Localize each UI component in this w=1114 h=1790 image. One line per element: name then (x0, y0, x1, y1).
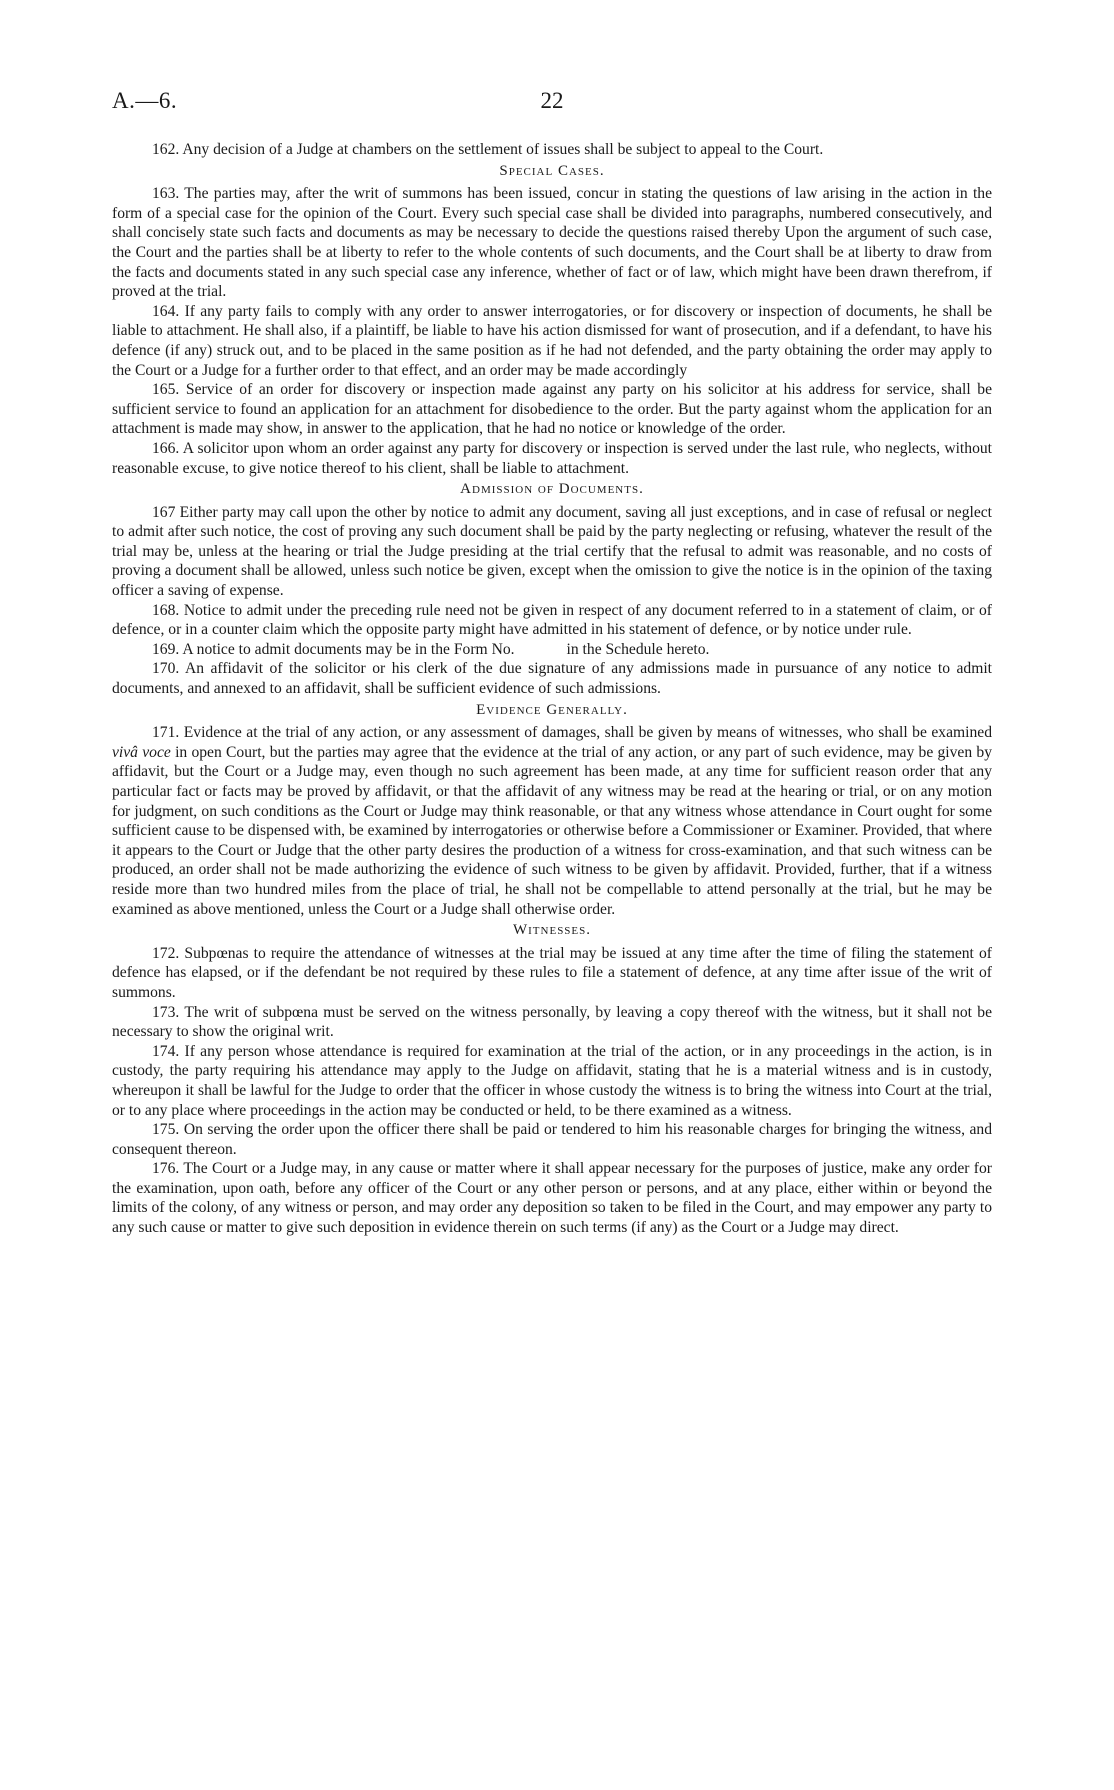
rule-171 (112, 723, 992, 919)
rule-174 (112, 1042, 992, 1120)
rule-162 (112, 140, 992, 160)
rule-text: Either party may call upon the other by notice to admit any document, saving all just exceptions, and in case of refusal or neglect to admit after such notice, the cost of proving any such document shall be paid by the party neglecting or refusing, whatever the result of the trial may be, unless at the hearing or trial the Judge presiding at the trial certify that the refusal to admit was reasonable, and no costs of proving a document shall be allowed, unless such notice be given, except when the omission to give the notice is in the opinion of the taxing officer a saving of expense. (112, 503, 993, 600)
rule-text: The parties may, after the writ of summons has been issued, concur in stating the questions of law arising in the action in the form of a special case for the opinion of the Court. Every such special case shall be divided into paragraphs, numbered consecutively, and shall concisely state such facts and documents as may be necessary to decide the questions raised thereby Upon the argument of such case, the Court and the parties shall be at liberty to refer to the whole contents of such documents, and the Court shall be at liberty to draw from the facts and documents stated in any such special case any inference, whether of fact or of law, which might have been drawn therefrom, if proved at the trial. (112, 185, 992, 301)
rule-number: 164. (152, 302, 180, 320)
document-body (112, 140, 992, 1238)
rule-number: 175. (152, 1121, 180, 1139)
page-header (112, 88, 992, 122)
rule-text-continued: in open Court, but the parties may agree that the evidence at the trial of any action, or any part of such evidence, may be given by affidavit, but the Court or a Judge may, even though no such agreement has been made, at any time for sufficient reason order that any particular fact or facts may be proved by affidavit, or that the affidavit of any witness may be read at the hearing or trial, or on any motion for judgment, on such conditions as the Court or Judge may think reasonable, or that any witness whose attendance in Court ought for some sufficient cause to be dispensed with, be examined by interrogatories or otherwise before a Commissioner or Examiner. Provided, that where it appears to the Court or Judge that the other party desires the production of a witness for cross-examination, and that such witness can be produced, an order shall not be made authorizing the evidence of such witness to be given by affidavit. Provided, further, that if a witness reside more than two hundred miles from the place of trial, he shall not be compellable to attend personally at the trial, but he may be examined as above mentioned, unless the Court or a Judge shall otherwise order. (112, 743, 992, 918)
rule-165 (112, 380, 992, 439)
rule-text: Any decision of a Judge at chambers on the settlement of issues shall be subject to appeal to the Court. (182, 141, 824, 158)
rule-number: 168. (152, 601, 180, 619)
latin-phrase: vivâ voce (112, 743, 171, 761)
section-heading-special-cases: Special Cases. (499, 162, 605, 179)
rule-text: An affidavit of the solicitor or his clerk of the due signature of any admissions made in pursuance of any notice to admit documents, and annexed to an affidavit, shall be sufficient evidence of such admissions. (112, 660, 993, 698)
rule-text: On serving the order upon the officer there shall be paid or tendered to him his reasonable charges for bringing the witness, and consequent thereon. (112, 1121, 992, 1158)
rule-163 (112, 184, 992, 302)
rule-164 (112, 302, 992, 380)
rule-number: 167 (152, 503, 176, 521)
rule-text-continued: in the Schedule hereto. (566, 640, 710, 658)
rule-text: If any party fails to comply with any order to answer interrogatories, or for discovery or inspection of documents, he shall be liable to attachment. He shall also, if a plaintiff, be liable to have his action dismissed for want of prosecution, and if a defendant, to have his defence (if any) struck out, and to be placed in the same position as if he had not defended, and the party obtaining the order may apply to the Court or a Judge for a further order to that effect, and an order may be made accordingly (112, 302, 992, 379)
rule-number: 170. (152, 660, 180, 678)
rule-text: If any person whose attendance is required for examination at the trial of the action, or in any proceedings in the action, is in custody, the party requiring his attendance may apply to the Judge on affidavit, stating that he is a material witness and is in custody, whereupon it shall be lawful for the Judge to order that the officer in whose custody the witness is to bring the witness into Court at the trial, or to any place where proceedings in the action may be conducted or held, to be there examined as a witness. (112, 1042, 992, 1119)
rule-text: A solicitor upon whom an order against any party for discovery or inspection is served under the last rule, who neglects, without reasonable excuse, to give notice thereof to his client, shall be liable to attachment. (112, 439, 992, 477)
rule-text: A notice to admit documents may be in the Form No. (182, 640, 515, 658)
rule-number: 173. (152, 1003, 180, 1021)
rule-number: 169. (152, 640, 180, 658)
rule-text: Subpœnas to require the attendance of witnesses at the trial may be issued at any time after the time of filing the statement of defence has elapsed, or if the defendant be not required by these rules to file a statement of defence, at any time after issue of the writ of summons. (112, 944, 992, 1001)
rule-172 (112, 944, 992, 1003)
rule-176 (112, 1159, 992, 1237)
rule-text: The Court or a Judge may, in any cause or matter where it shall appear necessary for the purposes of justice, make any order for the examination, upon oath, before any officer of the Court or any other person or persons, and at any place, either within or beyond the limits of the colony, of any witness or person, and may order any deposition so taken to be filed in the Court, and may empower any party to any such cause or matter to give such deposition in evidence therein on such terms (if any) as the Court or a Judge may direct. (112, 1160, 992, 1237)
rule-text: Notice to admit under the preceding rule need not be given in respect of any document referred to in a statement of claim, or of defence, or in a counter claim which the opposite party might have admitted in his statement of defence, or by notice under rule. (112, 601, 992, 639)
rule-number: 172. (152, 944, 180, 962)
rule-166 (112, 439, 992, 478)
section-heading-admission-of-documents: Admission of Documents. (460, 481, 644, 498)
rule-number: 166. (152, 439, 180, 457)
rule-175 (112, 1120, 992, 1159)
rule-text: Evidence at the trial of any action, or any assessment of damages, shall be given by means of witnesses, who shall be examined (183, 724, 992, 742)
series-reference: A.—6. (112, 88, 178, 113)
rule-number: 162. (152, 141, 180, 158)
rule-168 (112, 601, 992, 640)
rule-number: 174. (152, 1042, 180, 1060)
rule-number: 176. (152, 1160, 180, 1178)
rule-167 (112, 503, 992, 601)
rule-169 (112, 640, 992, 660)
rule-number: 163. (152, 185, 180, 203)
rule-number: 171. (152, 724, 180, 742)
rule-170 (112, 659, 992, 698)
rule-173 (112, 1003, 992, 1042)
rule-text: The writ of subpœna must be served on the witness personally, by leaving a copy thereof with the witness, but it shall not be necessary to show the original writ. (112, 1003, 993, 1041)
rule-number: 165. (152, 381, 180, 399)
page-number: 22 (540, 88, 564, 113)
section-heading-evidence-generally: Evidence Generally. (476, 701, 628, 718)
rule-text: Service of an order for discovery or inspection made against any party on his solicitor at his address for service, shall be sufficient service to found an application for an attachment for disobedience to the order. But the party against whom the application for an attachment is made may show, in answer to the application, that he had no notice or knowledge of the order. (112, 381, 993, 438)
section-heading-witnesses: Witnesses. (512, 922, 592, 939)
